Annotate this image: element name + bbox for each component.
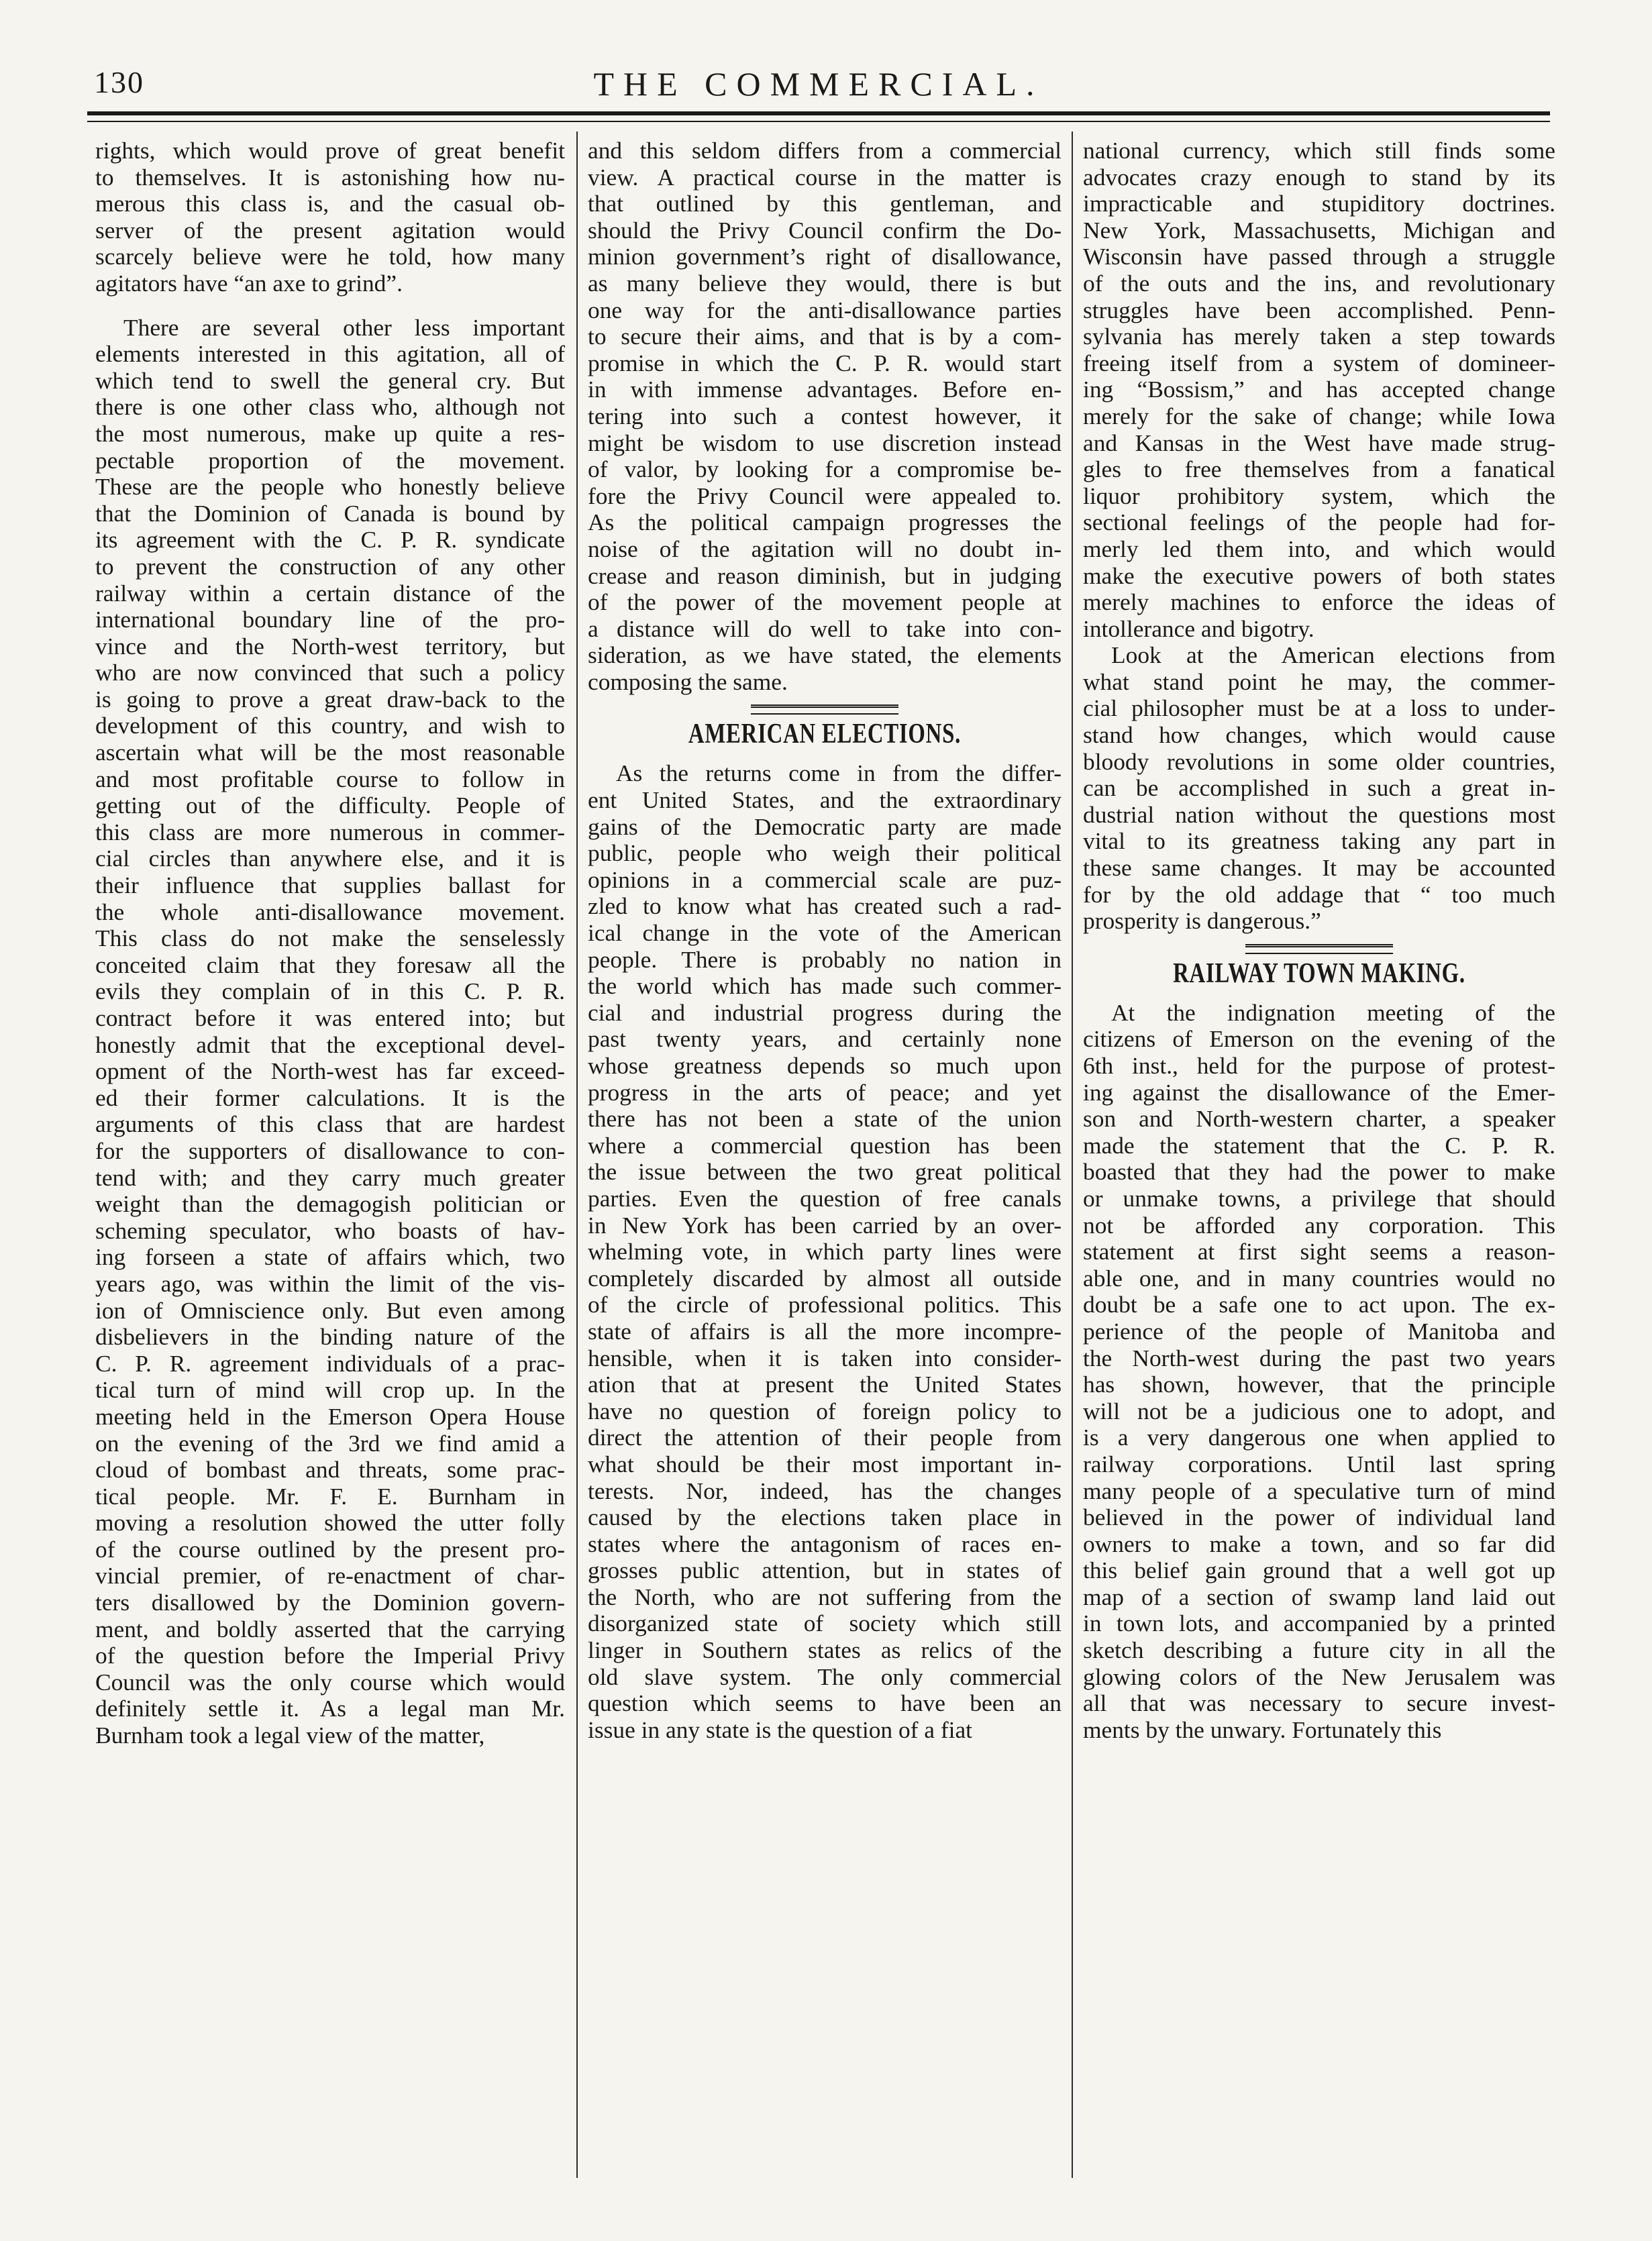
text-line: ed their former calculations. It is the [95, 1084, 565, 1111]
text-line: crease and reason diminish, but in judging [588, 562, 1062, 589]
text-line: prosperity is dangerous.” [1083, 907, 1321, 935]
text-line: This class do not make the senselessly [95, 925, 565, 952]
text-line: issue in any state is the question of a fiat [588, 1716, 973, 1743]
text-line: of the power of the movement people at [588, 588, 1062, 616]
text-line: to prevent the construction of any other [95, 552, 565, 580]
text-line: what stand point he may, the commer- [1083, 668, 1555, 695]
text-line: of the question before the Imperial Privy [95, 1642, 565, 1669]
column-1-paragraph-1 [95, 138, 565, 297]
text-line: and most profitable course to follow in [95, 765, 565, 792]
text-line: ent United States, and the extraordinary [588, 786, 1062, 814]
text-line: impracticable and stupiditory doctrines. [1083, 190, 1555, 217]
text-line: perience of the people of Manitoba and [1083, 1317, 1555, 1345]
text-line: New York, Massachusetts, Michigan and [1083, 216, 1555, 244]
heading-block-railway-town-making [1083, 935, 1555, 1000]
text-line: these same changes. It may be accounted [1083, 854, 1555, 882]
text-line: tical turn of mind will crop up. In the [95, 1376, 565, 1404]
text-line: disbelievers in the binding nature of the [95, 1323, 565, 1351]
text-line: made the statement that the C. P. R. [1083, 1131, 1555, 1159]
text-line: These are the people who honestly believe [95, 473, 565, 501]
text-line: to secure their aims, and that is by a com- [588, 323, 1062, 350]
column-1-paragraph-2 [95, 315, 565, 1749]
column-3-paragraph-2 [1083, 642, 1555, 935]
text-line: Council was the only course which would [95, 1668, 565, 1696]
text-line: believed in the power of individual land [1083, 1504, 1555, 1531]
text-line: ascertain what will be the most reasonable [95, 739, 565, 766]
text-line: weight than the demagogish politician or [95, 1190, 565, 1218]
column-2-paragraph-1 [588, 138, 1062, 695]
text-line: merely for the sake of change; while Iowa [1083, 402, 1555, 429]
text-line: citizens of Emerson on the evening of the [1083, 1025, 1555, 1053]
text-line: will not be a judicious one to adopt, and [1083, 1397, 1555, 1424]
text-line: tical people. Mr. F. E. Burnham in [95, 1482, 565, 1510]
text-line: people. There is probably no nation in [588, 945, 1062, 973]
text-line: all that was necessary to secure invest- [1083, 1689, 1555, 1717]
text-line: agitators have “an axe to grind”. [95, 269, 403, 297]
text-line: of the course outlined by the present pro- [95, 1535, 565, 1563]
text-line: and Kansas in the West have made strug- [1083, 429, 1555, 456]
text-line: conceited claim that they foresaw all the [95, 951, 565, 978]
text-line: disorganized state of society which still [588, 1610, 1062, 1637]
section-heading-railway-town-making: RAILWAY TOWN MAKING. [1173, 957, 1465, 989]
text-line: merely machines to enforce the ideas of [1083, 588, 1555, 616]
text-line: ing against the disallowance of the Emer- [1083, 1078, 1555, 1106]
text-line: scheming speculator, who boasts of hav- [95, 1216, 565, 1244]
heading-rule [1245, 944, 1393, 950]
text-line: many people of a speculative turn of mind [1083, 1477, 1555, 1504]
text-line: and this seldom differs from a commercial [588, 138, 1062, 164]
text-line: as many believe they would, there is but [588, 269, 1062, 297]
text-line: tering into such a contest however, it [588, 402, 1062, 429]
section-heading-american-elections: AMERICAN ELECTIONS. [688, 719, 962, 750]
text-line: states where the antagonism of races en- [588, 1530, 1062, 1557]
text-line: make the executive powers of both states [1083, 562, 1555, 589]
text-line: At the indignation meeting of the [1111, 998, 1555, 1026]
text-line: map of a section of swamp land laid out [1083, 1583, 1555, 1610]
text-line: C. P. R. agreement individuals of a prac- [95, 1349, 565, 1377]
text-line: not be afforded any corporation. This [1083, 1211, 1555, 1239]
text-line: who are now convinced that such a policy [95, 659, 565, 686]
text-line: cloud of bombast and threats, some prac- [95, 1456, 565, 1483]
text-line: the most numerous, make up quite a res- [95, 419, 565, 447]
text-line: in New York has been carried by an over- [588, 1211, 1062, 1239]
text-line: where a commercial question has been [588, 1131, 1062, 1159]
column-2-paragraph-2 [588, 760, 1062, 1743]
text-line: on the evening of the 3rd we find amid a [95, 1429, 565, 1457]
text-line: cial philosopher must be at a loss to under- [1083, 694, 1555, 722]
text-line: ing forseen a state of affairs which, two [95, 1243, 565, 1271]
text-line: have no question of foreign policy to [588, 1397, 1062, 1424]
text-line: evils they complain of in this C. P. R. [95, 978, 565, 1005]
text-line: stand how changes, which would cause [1083, 721, 1555, 749]
text-line: getting out of the difficulty. People of [95, 792, 565, 819]
text-line: can be accomplished in such a great in- [1083, 774, 1555, 802]
text-line: view. A practical course in the matter is [588, 163, 1062, 191]
text-line: Burnham took a legal view of the matter, [95, 1722, 485, 1749]
text-line: is going to prove a great draw-back to the [95, 685, 565, 713]
text-line: composing the same. [588, 668, 788, 695]
header-rule-thin [87, 121, 1550, 122]
text-line: merly led them into, and which would [1083, 535, 1555, 562]
column-divider-1 [576, 132, 578, 2178]
text-line: the whole anti-disallowance movement. [95, 898, 565, 925]
text-line: caused by the elections taken place in [588, 1504, 1062, 1531]
text-line: in town lots, and accompanied by a printed [1083, 1610, 1555, 1637]
text-line: sketch describing a future city in all the [1083, 1636, 1555, 1664]
masthead-title: THE COMMERCIAL. [593, 65, 1044, 103]
column-1 [95, 138, 565, 2204]
text-line: gains of the Democratic party are made [588, 813, 1062, 840]
text-line: Look at the American elections from [1111, 641, 1555, 669]
text-line: old slave system. The only commercial [588, 1663, 1062, 1690]
text-line: definitely settle it. As a legal man Mr. [95, 1695, 565, 1722]
text-line: intollerance and bigotry. [1083, 615, 1314, 642]
text-line: the issue between the two great political [588, 1158, 1062, 1186]
text-line: for the supporters of disallowance to con- [95, 1137, 565, 1164]
text-line: son and North-western charter, a speaker [1083, 1105, 1555, 1133]
text-line: the world which has made such commer- [588, 972, 1062, 1000]
text-line: or unmake towns, a privilege that should [1083, 1184, 1555, 1212]
text-line: meeting held in the Emerson Opera House [95, 1402, 565, 1430]
text-line: of the circle of professional politics. This [588, 1291, 1062, 1318]
text-line: sylvania has merely taken a step towards [1083, 323, 1555, 350]
text-line: the North-west during the past two years [1083, 1344, 1555, 1371]
text-line: opinions in a commercial scale are puz- [588, 866, 1062, 893]
text-line: doubt be a safe one to act upon. The ex- [1083, 1291, 1555, 1318]
text-line: has shown, however, that the principle [1083, 1371, 1555, 1398]
text-line: struggles have been accomplished. Penn- [1083, 296, 1555, 323]
heading-block-american-elections [588, 695, 1062, 760]
text-line: for by the old addage that “ too much [1083, 880, 1555, 908]
text-line: development of this country, and wish to [95, 712, 565, 739]
text-line: railway within a certain distance of the [95, 579, 565, 607]
text-line: what should be their most important in- [588, 1450, 1062, 1477]
text-line: the North, who are not suffering from the [588, 1583, 1062, 1610]
text-line: to themselves. It is astonishing how nu- [95, 163, 565, 191]
text-line: their influence that supplies ballast for [95, 872, 565, 899]
text-line: moving a resolution showed the utter folly [95, 1509, 565, 1536]
text-line: a distance will do well to take into con- [588, 615, 1062, 642]
text-line: there is one other class who, although not [95, 393, 565, 421]
column-2 [588, 138, 1062, 2204]
text-line: 6th inst., held for the purpose of protest- [1083, 1052, 1555, 1079]
text-line: ing “Bossism,” and has accepted change [1083, 376, 1555, 403]
text-line: this belief gain ground that a well got up [1083, 1557, 1555, 1584]
text-line: statement at first sight seems a reason- [1083, 1238, 1555, 1265]
text-line: pectable proportion of the movement. [95, 446, 565, 474]
text-line: bloody revolutions in some older countries, [1083, 747, 1555, 775]
text-line: should the Privy Council confirm the Do- [588, 216, 1062, 244]
text-line: there has not been a state of the union [588, 1105, 1062, 1133]
text-line: in with immense advantages. Before en- [588, 376, 1062, 403]
text-line: promise in which the C. P. R. would start [588, 349, 1062, 376]
page-header [87, 64, 1550, 118]
text-line: zled to know what has created such a rad- [588, 892, 1062, 920]
text-line: might be wisdom to use discretion instead [588, 429, 1062, 456]
text-line: international boundary line of the pro- [95, 606, 565, 633]
text-line: ters disallowed by the Dominion govern- [95, 1589, 565, 1616]
text-line: direct the attention of their people from [588, 1424, 1062, 1451]
text-line: dustrial nation without the questions most [1083, 800, 1555, 828]
text-line: hensible, when it is taken into consider- [588, 1344, 1062, 1371]
text-line: honestly admit that the exceptional devel- [95, 1031, 565, 1058]
column-3-paragraph-3 [1083, 1000, 1555, 1744]
text-line: national currency, which still finds some [1083, 138, 1555, 164]
text-line: past twenty years, and certainly none [588, 1025, 1062, 1053]
text-line: whelming vote, in which party lines were [588, 1238, 1062, 1265]
text-line: ical change in the vote of the American [588, 919, 1062, 947]
text-line: ion of Omniscience only. But even among [95, 1296, 565, 1324]
heading-rule [751, 705, 898, 711]
text-line: that outlined by this gentleman, and [588, 190, 1062, 217]
column-3-paragraph-1 [1083, 138, 1555, 642]
text-line: terests. Nor, indeed, has the changes [588, 1477, 1062, 1504]
text-line: able one, and in many countries would no [1083, 1264, 1555, 1292]
column-divider-2 [1072, 132, 1073, 2178]
text-line: sectional feelings of the people had for- [1083, 509, 1555, 536]
text-line: owners to make a town, and so far did [1083, 1530, 1555, 1557]
text-line: tend with; and they carry much greater [95, 1163, 565, 1191]
text-line: ments by the unwary. Fortunately this [1083, 1716, 1442, 1743]
text-line: fore the Privy Council were appealed to. [588, 482, 1062, 509]
text-line: of the outs and the ins, and revolutionary [1083, 269, 1555, 297]
text-line: that the Dominion of Canada is bound by [95, 499, 565, 527]
text-line: Wisconsin have passed through a struggle [1083, 243, 1555, 270]
text-line: which tend to swell the general cry. But [95, 366, 565, 394]
text-line: vital to its greatness taking any part in [1083, 827, 1555, 855]
text-line: As the returns come in from the differ- [616, 760, 1062, 787]
text-line: cial circles than anywhere else, and it is [95, 845, 565, 872]
text-line: minion government’s right of disallowance, [588, 243, 1062, 270]
text-line: As the political campaign progresses the [588, 509, 1062, 536]
text-line: rights, which would prove of great benefit [95, 138, 565, 164]
text-line: liquor prohibitory system, which the [1083, 482, 1555, 509]
text-line: railway corporations. Until last spring [1083, 1450, 1555, 1477]
text-line: scarcely believe were he told, how many [95, 243, 565, 270]
text-line: ation that at present the United States [588, 1371, 1062, 1398]
text-line: linger in Southern states as relics of the [588, 1636, 1062, 1664]
text-line: elements interested in this agitation, all of [95, 340, 565, 368]
column-3 [1083, 138, 1555, 2204]
text-line: contract before it was entered into; but [95, 1004, 565, 1031]
text-line: ment, and boldly asserted that the carrying [95, 1615, 565, 1643]
text-line: one way for the anti-disallowance parties [588, 296, 1062, 323]
text-line: whose greatness depends so much upon [588, 1052, 1062, 1079]
text-line: vincial premier, of re-enactment of char- [95, 1562, 565, 1589]
header-rule-thick [87, 111, 1550, 115]
text-line: There are several other less important [123, 313, 565, 341]
text-line: of valor, by looking for a compromise be- [588, 456, 1062, 483]
text-line: boasted that they had the power to make [1083, 1158, 1555, 1186]
text-line: server of the present agitation would [95, 216, 565, 244]
text-line: its agreement with the C. P. R. syndicate [95, 526, 565, 554]
text-line: arguments of this class that are hardest [95, 1110, 565, 1138]
text-line: sideration, as we have stated, the elements [588, 641, 1062, 669]
text-line: freeing itself from a system of domineer- [1083, 349, 1555, 376]
text-line: progress in the arts of peace; and yet [588, 1078, 1062, 1106]
text-line: cial and industrial progress during the [588, 998, 1062, 1026]
text-line: years ago, was within the limit of the vis- [95, 1269, 565, 1297]
text-line: state of affairs is all the more incompre- [588, 1317, 1062, 1345]
text-line: opment of the North-west has far exceed- [95, 1057, 565, 1085]
page-number: 130 [94, 65, 144, 99]
text-line: parties. Even the question of free canals [588, 1184, 1062, 1212]
text-line: glowing colors of the New Jerusalem was [1083, 1663, 1555, 1690]
text-line: grosses public attention, but in states of [588, 1557, 1062, 1584]
text-line: vince and the North-west territory, but [95, 632, 565, 660]
text-line: completely discarded by almost all outside [588, 1264, 1062, 1292]
paragraph-gap [95, 297, 565, 315]
text-line: this class are more numerous in commer- [95, 818, 565, 845]
text-line: question which seems to have been an [588, 1689, 1062, 1717]
text-line: advocates crazy enough to stand by its [1083, 163, 1555, 191]
text-line: is a very dangerous one when applied to [1083, 1424, 1555, 1451]
text-line: noise of the agitation will no doubt in- [588, 535, 1062, 562]
text-line: gles to free themselves from a fanatical [1083, 456, 1555, 483]
text-line: public, people who weigh their political [588, 839, 1062, 867]
text-line: merous this class is, and the casual ob- [95, 190, 565, 217]
